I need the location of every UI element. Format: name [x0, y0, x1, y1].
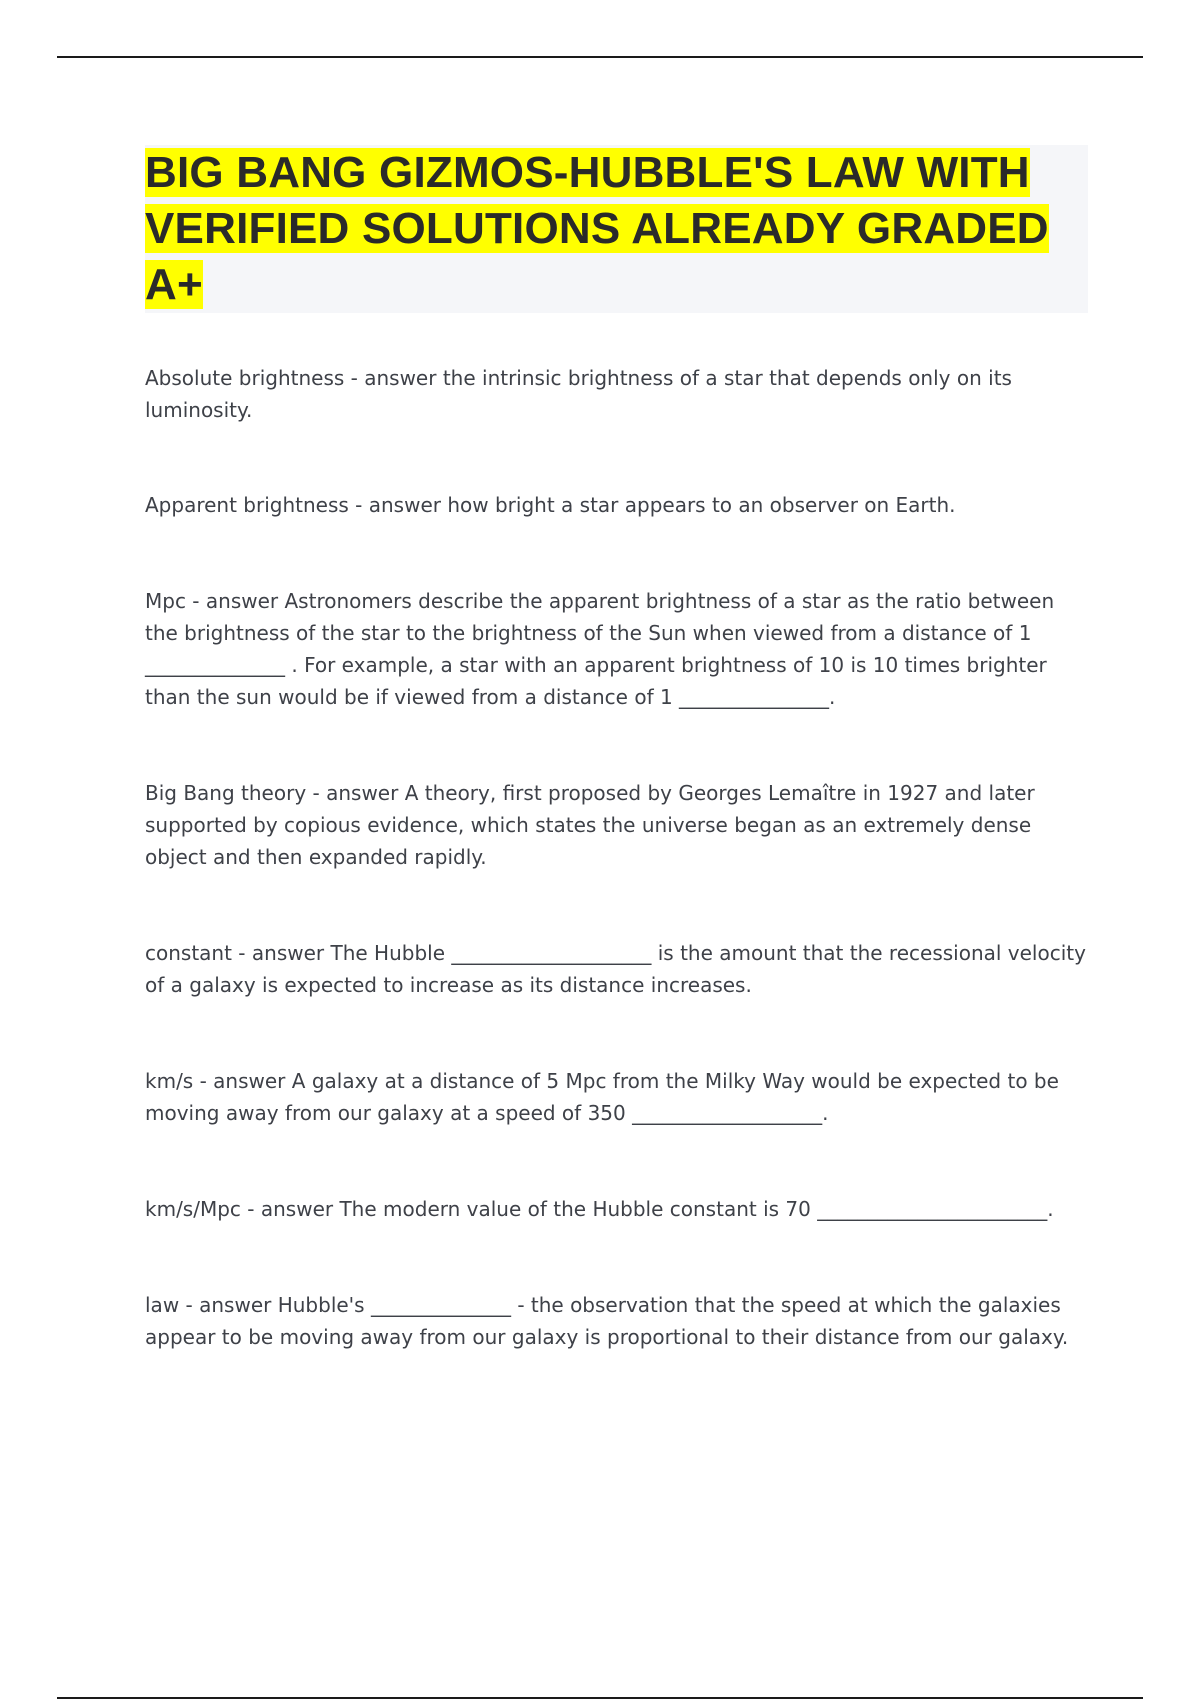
title-block	[145, 145, 1088, 313]
qa-term: law -	[145, 1293, 199, 1317]
qa-entry	[145, 1193, 1093, 1225]
title-highlight: BIG BANG GIZMOS-HUBBLE'S LAW WITH VERIFIED SOLUTIONS ALREADY GRADED A+	[145, 148, 1049, 309]
answer-keyword: answer	[364, 366, 437, 390]
bottom-rule	[57, 1697, 1143, 1699]
qa-answer: A theory, first proposed by Georges Lemaître in 1927 and later supported by copious evidence, which states the universe began as an extremely dense object and then expanded rapidly.	[145, 781, 1035, 869]
qa-term: km/s/Mpc -	[145, 1197, 261, 1221]
qa-answer: Hubble's ______________ - the observation that the speed at which the galaxies appear to be moving away from our galaxy is proportional to their distance from our galaxy.	[145, 1293, 1069, 1349]
qa-term: Apparent brightness -	[145, 493, 369, 517]
qa-answer: how bright a star appears to an observer on Earth.	[447, 493, 956, 517]
answer-keyword: answer	[213, 1069, 286, 1093]
qa-entry	[145, 489, 1093, 521]
qa-answer: The modern value of the Hubble constant is 70 _______________________.	[339, 1197, 1054, 1221]
qa-answer: Astronomers describe the apparent brightness of a star as the ratio between the brightness of the star to the brightness of the Sun when viewed from a distance of 1 ______________ . For example, a star with an apparent brightness of 10 is 10 times brighter than the sun would be if viewed from a distance of 1 _______________.	[145, 589, 1055, 709]
document-title	[145, 145, 1088, 313]
qa-entry	[145, 1065, 1093, 1129]
answer-keyword: answer	[199, 1293, 272, 1317]
qa-term: Big Bang theory -	[145, 781, 326, 805]
qa-answer: A galaxy at a distance of 5 Mpc from the Milky Way would be expected to be moving away from our galaxy at a speed of 350 ___________________.	[145, 1069, 1059, 1125]
qa-answer: the intrinsic brightness of a star that depends only on its luminosity.	[145, 366, 1012, 422]
qa-entry	[145, 1289, 1093, 1353]
top-rule	[57, 56, 1143, 58]
qa-entry	[145, 937, 1093, 1001]
qa-term: Absolute brightness -	[145, 366, 364, 390]
qa-answer: The Hubble ____________________ is the amount that the recessional velocity of a galaxy is expected to increase as its distance increases.	[145, 941, 1086, 997]
qa-term: km/s -	[145, 1069, 213, 1093]
answer-keyword: answer	[251, 941, 325, 965]
answer-keyword: answer	[205, 589, 279, 613]
answer-keyword: answer	[260, 1197, 334, 1221]
qa-term: constant -	[145, 941, 252, 965]
answer-keyword: answer	[326, 781, 399, 805]
answer-keyword: answer	[368, 493, 441, 517]
qa-entry	[145, 777, 1093, 873]
qa-entry	[145, 362, 1093, 426]
qa-term: Mpc -	[145, 589, 206, 613]
qa-entry	[145, 585, 1093, 713]
